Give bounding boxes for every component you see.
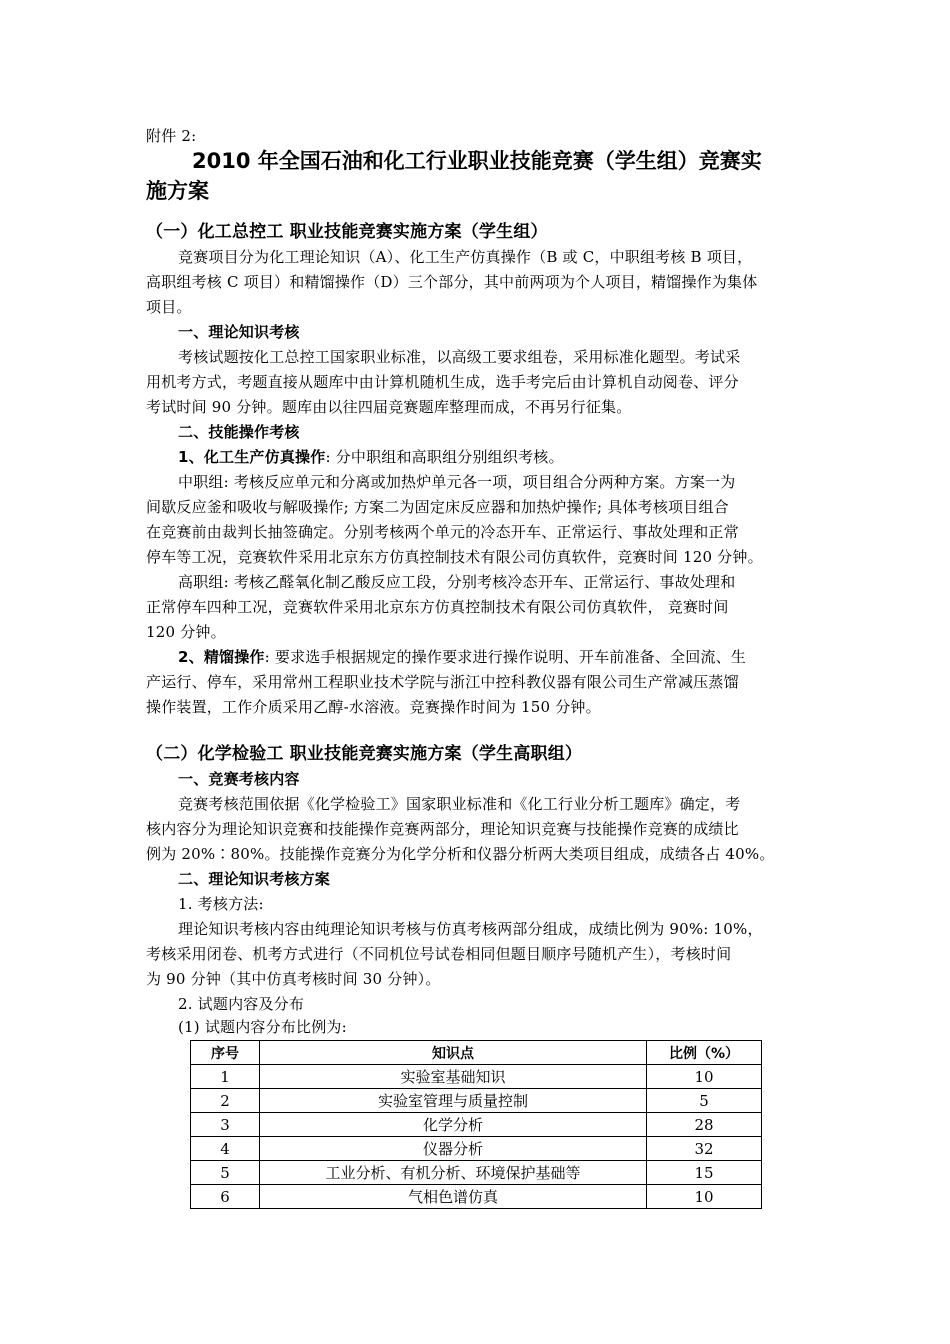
cell-ratio: 15 — [647, 1161, 762, 1185]
sec1-sub1-line: 考试时间 90 分钟。题库由以往四届竞赛题库整理而成，不再另行征集。 — [146, 398, 632, 416]
gaozhi-line: 高职组: 考核乙醛氧化制乙酸反应工段，分别考核冷态开车、正常运行、事故处理和 — [178, 573, 736, 591]
cell-ratio: 10 — [647, 1185, 762, 1209]
sec1-sub1-line: 考核试题按化工总控工国家职业标准，以高级工要求组卷，采用标准化题型。考试采 — [178, 348, 741, 366]
sec2-sub1-line: 例为 20%∶80%。技能操作竞赛分为化学分析和仪器分析两大类项目组成，成绩各占 40%。 — [146, 845, 775, 863]
table-row — [191, 1137, 762, 1161]
sec2-sub2-heading: 二、理论知识考核方案 — [178, 870, 331, 888]
cell-index: 2 — [191, 1089, 260, 1113]
gaozhi-line: 120 分钟。 — [146, 623, 226, 641]
method1-heading: 1. 考核方法: — [178, 895, 264, 913]
table-row — [191, 1065, 762, 1089]
header-index: 序号 — [191, 1041, 260, 1065]
sec1-sub2-heading: 二、技能操作考核 — [178, 423, 300, 441]
table-header-row — [191, 1041, 762, 1065]
item1-label: 1、化工生产仿真操作 — [178, 448, 326, 466]
sec1-sub1-heading: 一、理论知识考核 — [178, 323, 300, 341]
method1-line: 理论知识考核内容由纯理论知识考核与仿真考核两部分组成，成绩比例为 90%: 10%， — [178, 920, 763, 938]
method2-heading: 2. 试题内容及分布 — [178, 995, 305, 1013]
item2-text: : 要求选手根据规定的操作要求进行操作说明、开车前准备、全回流、生 — [264, 648, 747, 666]
table-row — [191, 1161, 762, 1185]
doc-title-line1: 2010 年全国石油和化工行业职业技能竞赛（学生组）竞赛实 — [192, 149, 762, 173]
table-row — [191, 1185, 762, 1209]
cell-ratio: 10 — [647, 1065, 762, 1089]
sec1-intro-line: 高职组考核 C 项目）和精馏操作（D）三个部分，其中前两项为个人项目，精馏操作为集体 — [146, 273, 758, 291]
zhongzhi-line: 间歇反应釜和吸收与解吸操作; 方案二为固定床反应器和加热炉操作; 具体考核项目组合 — [146, 498, 729, 516]
sec2-sub1-line: 核内容分为理论知识竞赛和技能操作竞赛两部分，理论知识竞赛与技能操作竞赛的成绩比 — [146, 820, 739, 838]
sec2-sub1-line: 竞赛考核范围依据《化学检验工》国家职业标准和《化工行业分析工题库》确定，考 — [178, 795, 741, 813]
cell-knowledge: 化学分析 — [260, 1113, 647, 1137]
zhongzhi-line: 中职组: 考核反应单元和分离或加热炉单元各一项，项目组合分两种方案。方案一为 — [178, 473, 736, 491]
cell-ratio: 32 — [647, 1137, 762, 1161]
doc-title-line2: 施方案 — [146, 179, 209, 203]
cell-index: 4 — [191, 1137, 260, 1161]
cell-knowledge: 实验室管理与质量控制 — [260, 1089, 647, 1113]
table-row — [191, 1113, 762, 1137]
annex-label: 附件 2: — [146, 127, 197, 145]
cell-index: 1 — [191, 1065, 260, 1089]
cell-index: 5 — [191, 1161, 260, 1185]
zhongzhi-line: 在竞赛前由裁判长抽签确定。分别考核两个单元的冷态开车、正常运行、事故处理和正常 — [146, 523, 739, 541]
item2-line — [178, 645, 746, 670]
item1-text: : 分中职组和高职组分别组织考核。 — [325, 448, 564, 466]
method1-line: 为 90 分钟（其中仿真考核时间 30 分钟）。 — [146, 970, 441, 988]
cell-index: 3 — [191, 1113, 260, 1137]
header-knowledge: 知识点 — [260, 1041, 647, 1065]
item2-line: 操作装置，工作介质采用乙醇-水溶液。竞赛操作时间为 150 分钟。 — [146, 698, 601, 716]
item2-label: 2、精馏操作 — [178, 648, 265, 666]
cell-knowledge: 实验室基础知识 — [260, 1065, 647, 1089]
cell-knowledge: 仪器分析 — [260, 1137, 647, 1161]
header-ratio: 比例（%） — [647, 1041, 762, 1065]
sec1-intro-line: 竞赛项目分为化工理论知识（A）、化工生产仿真操作（B 或 C，中职组考核 B 项目， — [178, 248, 753, 266]
cell-ratio: 28 — [647, 1113, 762, 1137]
cell-knowledge: 工业分析、有机分析、环境保护基础等 — [260, 1161, 647, 1185]
gaozhi-line: 正常停车四种工况，竞赛软件采用北京东方仿真控制技术有限公司仿真软件， 竞赛时间 — [146, 598, 729, 616]
sec2-sub1-heading: 一、竞赛考核内容 — [178, 770, 300, 788]
item1-line — [178, 445, 564, 470]
cell-knowledge: 气相色谱仿真 — [260, 1185, 647, 1209]
method2-subheading: (1) 试题内容分布比例为: — [178, 1018, 347, 1036]
zhongzhi-line: 停车等工况，竞赛软件采用北京东方仿真控制技术有限公司仿真软件，竞赛时间 120 分钟。 — [146, 548, 763, 566]
item2-line: 产运行、停车，采用常州工程职业技术学院与浙江中控科教仪器有限公司生产常减压蒸馏 — [146, 673, 739, 691]
table-row — [191, 1089, 762, 1113]
section2-heading: （二）化学检验工 职业技能竞赛实施方案（学生高职组） — [146, 744, 583, 764]
method1-line: 考核采用闭卷、机考方式进行（不同机位号试卷相同但题目顺序号随机产生），考核时间 — [146, 945, 732, 963]
cell-index: 6 — [191, 1185, 260, 1209]
sec1-sub1-line: 用机考方式，考题直接从题库中由计算机随机生成，选手考完后由计算机自动阅卷、评分 — [146, 373, 739, 391]
sec1-intro-line: 项目。 — [146, 298, 192, 316]
section1-heading: （一）化工总控工 职业技能竞赛实施方案（学生组） — [146, 222, 548, 242]
distribution-table — [190, 1040, 762, 1209]
cell-ratio: 5 — [647, 1089, 762, 1113]
